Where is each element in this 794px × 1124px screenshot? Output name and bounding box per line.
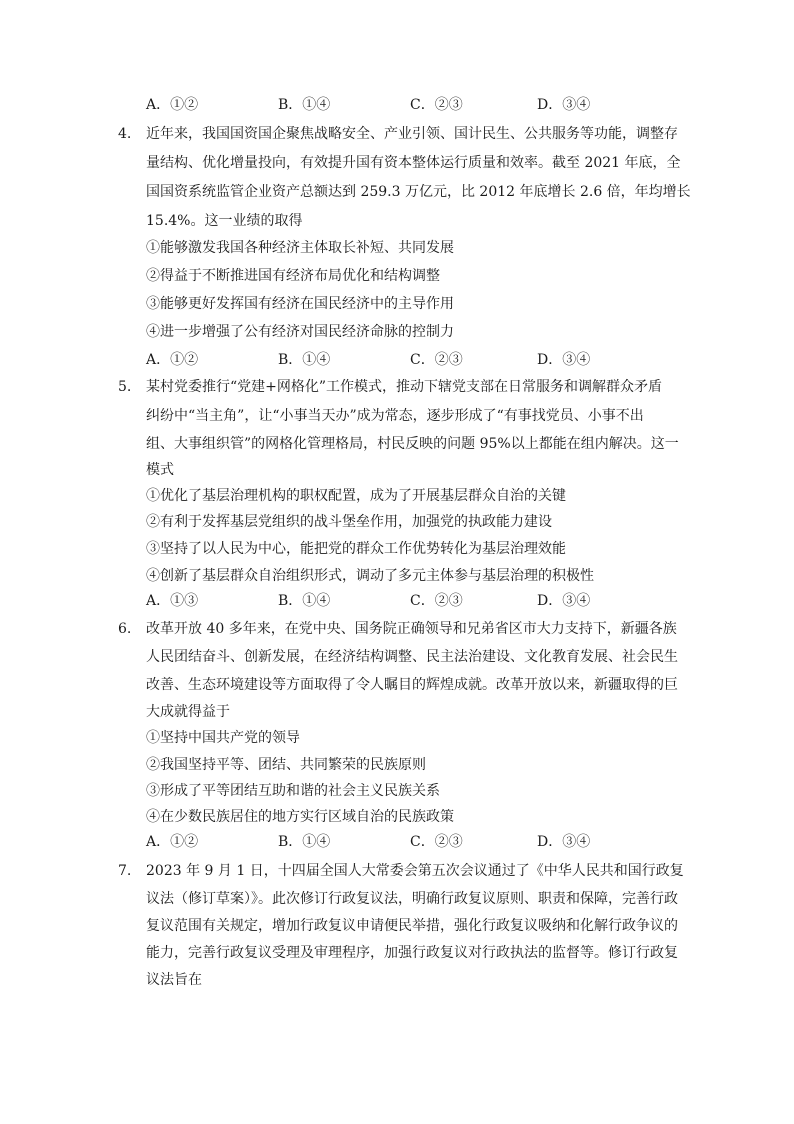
option-a[interactable]: A．①③ [146,593,199,609]
question-stem-line: 近年来，我国国资国企聚焦战略安全、产业引领、国计民生、公共服务等功能，调整存 [146,126,678,142]
question-stem-line: 15.4%。这一业绩的取得 [146,213,303,229]
question-stem-line: 纠纷中“当主角”，让“小事当天办”成为常态，逐步形成了“有事找党员、小事不出 [146,408,644,424]
statement-item: ④进一步增强了公有经济对国民经济命脉的控制力 [146,324,454,340]
q4-options [146,350,646,370]
option-b[interactable]: B．①④ [278,97,331,113]
statement-item: ③能够更好发挥国有经济在国民经济中的主导作用 [146,296,454,312]
option-a[interactable]: A．①② [146,97,199,113]
statement-item: ①优化了基层治理机构的职权配置，成为了开展基层群众自治的关键 [146,488,566,504]
question-stem-line: 模式 [146,462,174,478]
statement-item: ④在少数民族居住的地方实行区域自治的民族政策 [146,809,454,825]
option-c[interactable]: C．②③ [410,352,463,368]
question-number: 4. [118,126,132,142]
option-a[interactable]: A．①② [146,352,199,368]
question-number: 5. [118,379,132,395]
statement-item: ③形成了平等团结互助和谐的社会主义民族关系 [146,783,440,799]
question-stem-line: 复议范围有关规定，增加行政复议申请便民举措，强化行政复议吸纳和化解行政争议的 [146,918,678,934]
statement-item: ①能够激发我国各种经济主体取长补短、共同发展 [146,240,454,256]
question-stem-line: 大成就得益于 [146,704,230,720]
question-stem-line: 能力，完善行政复议受理及审理程序，加强行政复议对行政执法的监督等。修订行政复 [146,945,678,961]
question-stem-line: 某村党委推行“党建+网格化”工作模式，推动下辖党支部在日常服务和调解群众矛盾 [146,379,663,395]
option-d[interactable]: D．③④ [537,97,591,113]
question-stem-line: 组、大事组织管”的网格化管理格局，村民反映的问题 95%以上都能在组内解决。这一 [146,436,679,452]
q3-options [146,95,646,115]
statement-item: ②得益于不断推进国有经济布局优化和结构调整 [146,268,440,284]
option-d[interactable]: D．③④ [537,593,591,609]
q5-options [146,591,646,611]
question-stem-line: 国国资系统监管企业资产总额达到 259.3 万亿元，比 2012 年底增长 2.6 倍，年均增长 [146,184,691,200]
question-stem-line: 议法旨在 [146,972,202,988]
question-number: 7. [118,863,132,879]
option-d[interactable]: D．③④ [537,834,591,850]
option-b[interactable]: B．①④ [278,352,331,368]
option-d[interactable]: D．③④ [537,352,591,368]
question-stem-line: 改善、生态环境建设等方面取得了令人瞩目的辉煌成就。改革开放以来，新疆取得的巨 [146,677,678,693]
question-stem-line: 议法（修订草案）》。此次修订行政复议法，明确行政复议原则、职责和保障，完善行政 [146,891,678,907]
statement-item: ②我国坚持平等、团结、共同繁荣的民族原则 [146,757,426,773]
option-c[interactable]: C．②③ [410,834,463,850]
question-stem-line: 人民团结奋斗、创新发展，在经济结构调整、民主法治建设、文化教育发展、社会民生 [146,649,678,665]
question-number: 6. [118,621,132,637]
option-c[interactable]: C．②③ [410,97,463,113]
option-b[interactable]: B．①④ [278,593,331,609]
statement-item: ②有利于发挥基层党组织的战斗堡垒作用，加强党的执政能力建设 [146,514,552,530]
statement-item: ①坚持中国共产党的领导 [146,730,300,746]
option-b[interactable]: B．①④ [278,834,331,850]
option-a[interactable]: A．①② [146,834,199,850]
q6-options [146,832,646,852]
statement-item: ④创新了基层群众自治组织形式，调动了多元主体参与基层治理的积极性 [146,568,594,584]
question-stem-line: 2023 年 9 月 1 日，十四届全国人大常委会第五次会议通过了《中华人民共和国行政复 [146,863,684,879]
question-stem-line: 改革开放 40 多年来，在党中央、国务院正确领导和兄弟省区市大力支持下，新疆各族 [146,621,677,637]
question-stem-line: 量结构、优化增量投向，有效提升国有资本整体运行质量和效率。截至 2021 年底，全 [146,155,681,171]
statement-item: ③坚持了以人民为中心，能把党的群众工作优势转化为基层治理效能 [146,541,566,557]
option-c[interactable]: C．②③ [410,593,463,609]
